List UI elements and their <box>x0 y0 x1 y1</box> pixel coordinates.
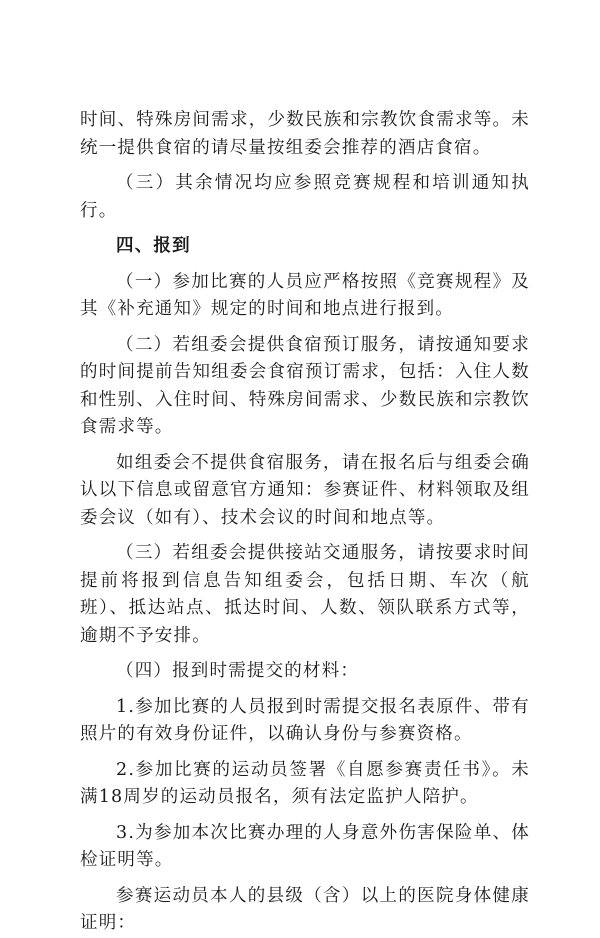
paragraph-1: 时间、特殊房间需求，少数民族和宗教饮食需求等。未统一提供食宿的请尽量按组委会推荐的酒店食宿。 <box>80 110 530 158</box>
paragraph-4: （一）参加比赛的人员应严格按照《竞赛规程》及其《补充通知》规定的时间和地点进行报到。 <box>80 271 530 319</box>
paragraph-10: 2.参加比赛的运动员签署《自愿参赛责任书》。未满18周岁的运动员报名，须有法定监护人陪护。 <box>80 759 530 807</box>
paragraph-6: 如组委会不提供食宿服务，请在报名后与组委会确认以下信息或留意官方通知：参赛证件、材料领取及组委会议（如有）、技术会议的时间和地点等。 <box>80 452 530 528</box>
section-heading-registration: 四、报到 <box>116 236 191 256</box>
paragraph-2: （三）其余情况均应参照竞赛规程和培训通知执行。 <box>80 173 530 221</box>
paragraph-8: （四）报到时需提交的材料： <box>116 661 360 681</box>
paragraph-7: （三）若组委会提供接站交通服务，请按要求时间提前将报到信息告知组委会，包括日期、车次（航班）、抵达站点、抵达时间、人数、领队联系方式等，逾期不予安排。 <box>80 543 530 646</box>
paragraph-9: 1.参加比赛的人员报到时需提交报名表原件、带有照片的有效身份证件，以确认身份与参赛资格。 <box>80 696 530 744</box>
paragraph-12: 参赛运动员本人的县级（含）以上的医院身体健康证明： <box>80 885 530 933</box>
paragraph-5: （二）若组委会提供食宿预订服务，请按通知要求的时间提前告知组委会食宿预订需求，包括：入住人数和性别、入住时间、特殊房间需求、少数民族和宗教饮食需求等。 <box>80 334 530 437</box>
paragraph-11: 3.为参加本次比赛办理的人身意外伤害保险单、体检证明等。 <box>80 822 530 870</box>
